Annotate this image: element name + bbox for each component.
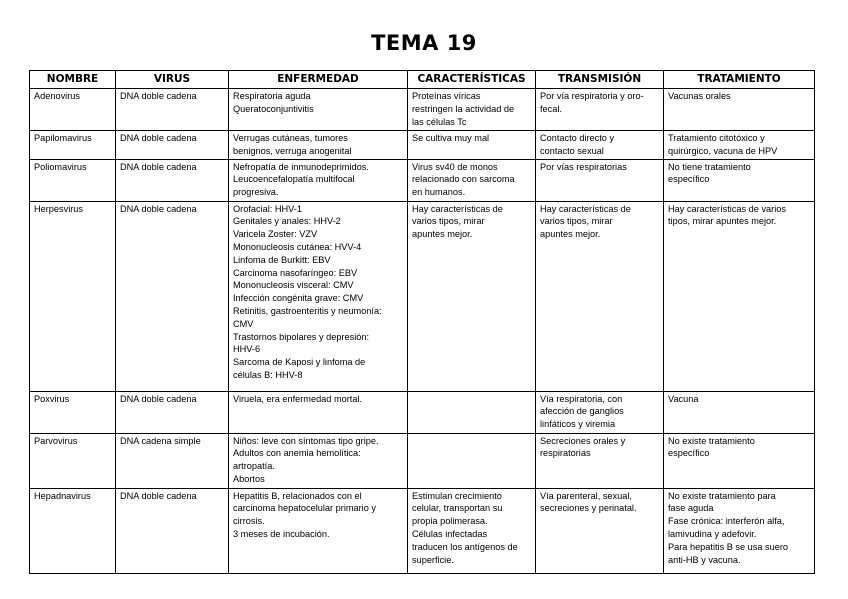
cell-tratamiento <box>664 89 815 131</box>
cell-virus: DNA doble cadena <box>116 159 229 201</box>
virus-table <box>29 70 815 574</box>
cell-line: HHV-6 <box>233 344 261 355</box>
cell-line: Para hepatitis B se usa suero <box>668 541 789 552</box>
cell-nombre: Parvovirus <box>30 433 116 488</box>
cell-tratamiento <box>664 159 815 201</box>
cell-transmision <box>536 391 664 433</box>
cell-transmision <box>536 159 664 201</box>
cell-line: Abortos <box>233 473 265 484</box>
cell-line: Por vías respiratorias <box>540 161 627 172</box>
cell-nombre: Adenovirus <box>30 89 116 131</box>
cell-transmision <box>536 488 664 573</box>
cell-line: linfáticos y viremia <box>540 419 616 430</box>
cell-nombre: Hepadnavirus <box>30 488 116 573</box>
cell-enfermedad <box>229 89 408 131</box>
header-caracteristicas: CARACTERÍSTICAS <box>408 71 536 89</box>
cell-caracteristicas <box>408 391 536 433</box>
header-tratamiento: TRATAMIENTO <box>664 71 815 89</box>
cell-line: superficie. <box>412 554 454 565</box>
cell-line: celular, transportan su <box>412 503 503 514</box>
cell-line: Varicela Zoster: VZV <box>233 229 318 240</box>
cell-line: progresiva. <box>233 187 279 198</box>
cell-line: fase aguda <box>668 503 714 514</box>
cell-line: Vía parenteral, sexual, <box>540 490 632 501</box>
cell-virus: DNA doble cadena <box>116 201 229 391</box>
cell-line: artropatía. <box>233 461 275 472</box>
cell-line: restringen la actividad de <box>412 103 515 114</box>
table-row <box>30 433 815 488</box>
cell-line: Proteínas víricas <box>412 91 481 101</box>
table-row <box>30 159 815 201</box>
cell-caracteristicas <box>408 201 536 391</box>
cell-line: Hay características de varios <box>668 203 786 214</box>
cell-line: cirrosis. <box>233 516 265 527</box>
header-virus: VIRUS <box>116 71 229 89</box>
table-row <box>30 391 815 433</box>
cell-line: tipos, mirar apuntes mejor. <box>668 216 777 227</box>
cell-line: CMV <box>233 318 254 329</box>
cell-line: específico <box>668 448 710 459</box>
cell-line: Estimulan crecimiento <box>412 490 502 501</box>
cell-tratamiento <box>664 488 815 573</box>
cell-line: Virus sv40 de monos <box>412 161 498 172</box>
cell-line: No existe tratamiento para <box>668 490 776 501</box>
cell-line: Orofacial: HHV-1 <box>233 203 302 214</box>
cell-line: propia polimerasa. <box>412 516 488 527</box>
cell-line: Fase crónica: interferón alfa, <box>668 516 785 527</box>
cell-caracteristicas <box>408 433 536 488</box>
cell-nombre: Herpesvirus <box>30 201 116 391</box>
cell-nombre: Papilomavirus <box>30 131 116 160</box>
cell-line: Vía respiratoria, con <box>540 393 623 404</box>
cell-line: No tiene tratamiento <box>668 161 751 172</box>
cell-line: Hepatitis B, relacionados con el <box>233 490 362 501</box>
cell-line: carcinoma hepatocelular primario y <box>233 503 376 514</box>
cell-virus: DNA cadena simple <box>116 433 229 488</box>
cell-line: Contacto directo y <box>540 133 615 143</box>
cell-line: Genitales y anales: HHV-2 <box>233 216 341 227</box>
table-row <box>30 488 815 573</box>
cell-virus: DNA doble cadena <box>116 488 229 573</box>
cell-line: en humanos. <box>412 187 466 198</box>
cell-caracteristicas <box>408 488 536 573</box>
cell-line: Linfoma de Burkitt: EBV <box>233 254 331 265</box>
cell-transmision <box>536 89 664 131</box>
cell-line: No existe tratamiento <box>668 435 755 446</box>
cell-enfermedad <box>229 488 408 573</box>
cell-tratamiento <box>664 201 815 391</box>
cell-line: Trastornos bipolares y depresión: <box>233 331 370 342</box>
cell-line: fecal. <box>540 103 562 114</box>
cell-line: quirúrgico, vacuna de HPV <box>668 145 778 156</box>
header-enfermedad: ENFERMEDAD <box>229 71 408 89</box>
cell-line: Hay características de <box>540 203 631 214</box>
table-header <box>30 71 815 89</box>
header-transmision: TRANSMISIÓN <box>536 71 664 89</box>
cell-line: varios tipos, mirar <box>540 216 613 227</box>
cell-transmision <box>536 433 664 488</box>
cell-virus: DNA doble cadena <box>116 131 229 160</box>
cell-line: Carcinoma nasofaríngeo: EBV <box>233 267 358 278</box>
cell-line: Retinitis, gastroenteritis y neumonía: <box>233 305 382 316</box>
cell-line: respiratorias <box>540 448 591 459</box>
cell-line: traducen los antígenos de <box>412 541 518 552</box>
cell-line: varios tipos, mirar <box>412 216 485 227</box>
cell-tratamiento <box>664 433 815 488</box>
cell-tratamiento <box>664 391 815 433</box>
header-nombre: NOMBRE <box>30 71 116 89</box>
cell-caracteristicas <box>408 131 536 160</box>
cell-enfermedad <box>229 433 408 488</box>
cell-line: Tratamiento citotóxico y <box>668 133 765 143</box>
cell-transmision <box>536 131 664 160</box>
cell-line: células B: HHV-8 <box>233 369 303 380</box>
cell-line: Infección congénita grave: CMV <box>233 293 364 304</box>
cell-line: relacionado con sarcoma <box>412 174 515 185</box>
cell-line: 3 meses de incubación. <box>233 528 330 539</box>
cell-line: benignos, verruga anogenital <box>233 145 352 156</box>
cell-line: Leucoencefalopatía multifocal <box>233 174 355 185</box>
cell-line: Niños: leve con síntomas tipo gripe. <box>233 435 379 446</box>
cell-line: Vacunas orales <box>668 91 731 101</box>
cell-line: anti-HB y vacuna. <box>668 554 741 565</box>
cell-transmision <box>536 201 664 391</box>
cell-enfermedad <box>229 201 408 391</box>
cell-enfermedad <box>229 131 408 160</box>
cell-line: Respiratoria aguda <box>233 91 311 101</box>
table-body <box>30 89 815 574</box>
cell-line: contacto sexual <box>540 145 604 156</box>
cell-line: afección de ganglios <box>540 406 624 417</box>
cell-line: Queratoconjuntivitis <box>233 103 314 114</box>
header-row <box>30 71 815 89</box>
table-row <box>30 89 815 131</box>
cell-line: Nefropatía de inmunodeprimidos. <box>233 161 369 172</box>
cell-line: Mononucleosis visceral: CMV <box>233 280 354 291</box>
cell-line: Adultos con anemia hemolítica: <box>233 448 361 459</box>
cell-line: Células infectadas <box>412 528 488 539</box>
cell-line: Sarcoma de Kaposi y linfoma de <box>233 357 366 368</box>
cell-line: Viruela, era enfermedad mortal. <box>233 393 363 404</box>
cell-line: las células Tc <box>412 116 467 127</box>
cell-caracteristicas <box>408 89 536 131</box>
cell-nombre: Poliomavirus <box>30 159 116 201</box>
table-row <box>30 201 815 391</box>
cell-enfermedad <box>229 391 408 433</box>
cell-line: Vacuna <box>668 393 699 404</box>
cell-line: Se cultiva muy mal <box>412 133 490 143</box>
cell-line: lamivudina y adefovir. <box>668 528 757 539</box>
cell-virus: DNA doble cadena <box>116 391 229 433</box>
cell-enfermedad <box>229 159 408 201</box>
cell-virus: DNA doble cadena <box>116 89 229 131</box>
cell-line: apuntes mejor. <box>412 229 473 240</box>
cell-line: apuntes mejor. <box>540 229 601 240</box>
cell-line: Verrugas cutáneas, tumores <box>233 133 348 143</box>
cell-nombre: Poxvirus <box>30 391 116 433</box>
cell-line: Hay características de <box>412 203 503 214</box>
page-title: TEMA 19 <box>371 31 477 55</box>
table-row <box>30 131 815 160</box>
cell-line: secreciones y perinatal. <box>540 503 637 514</box>
cell-line: específico <box>668 174 710 185</box>
cell-line: Por vía respiratoria y oro- <box>540 91 644 101</box>
cell-tratamiento <box>664 131 815 160</box>
cell-line: Mononucleosis cutánea: HVV-4 <box>233 241 362 252</box>
cell-caracteristicas <box>408 159 536 201</box>
cell-line: Secreciones orales y <box>540 435 626 446</box>
